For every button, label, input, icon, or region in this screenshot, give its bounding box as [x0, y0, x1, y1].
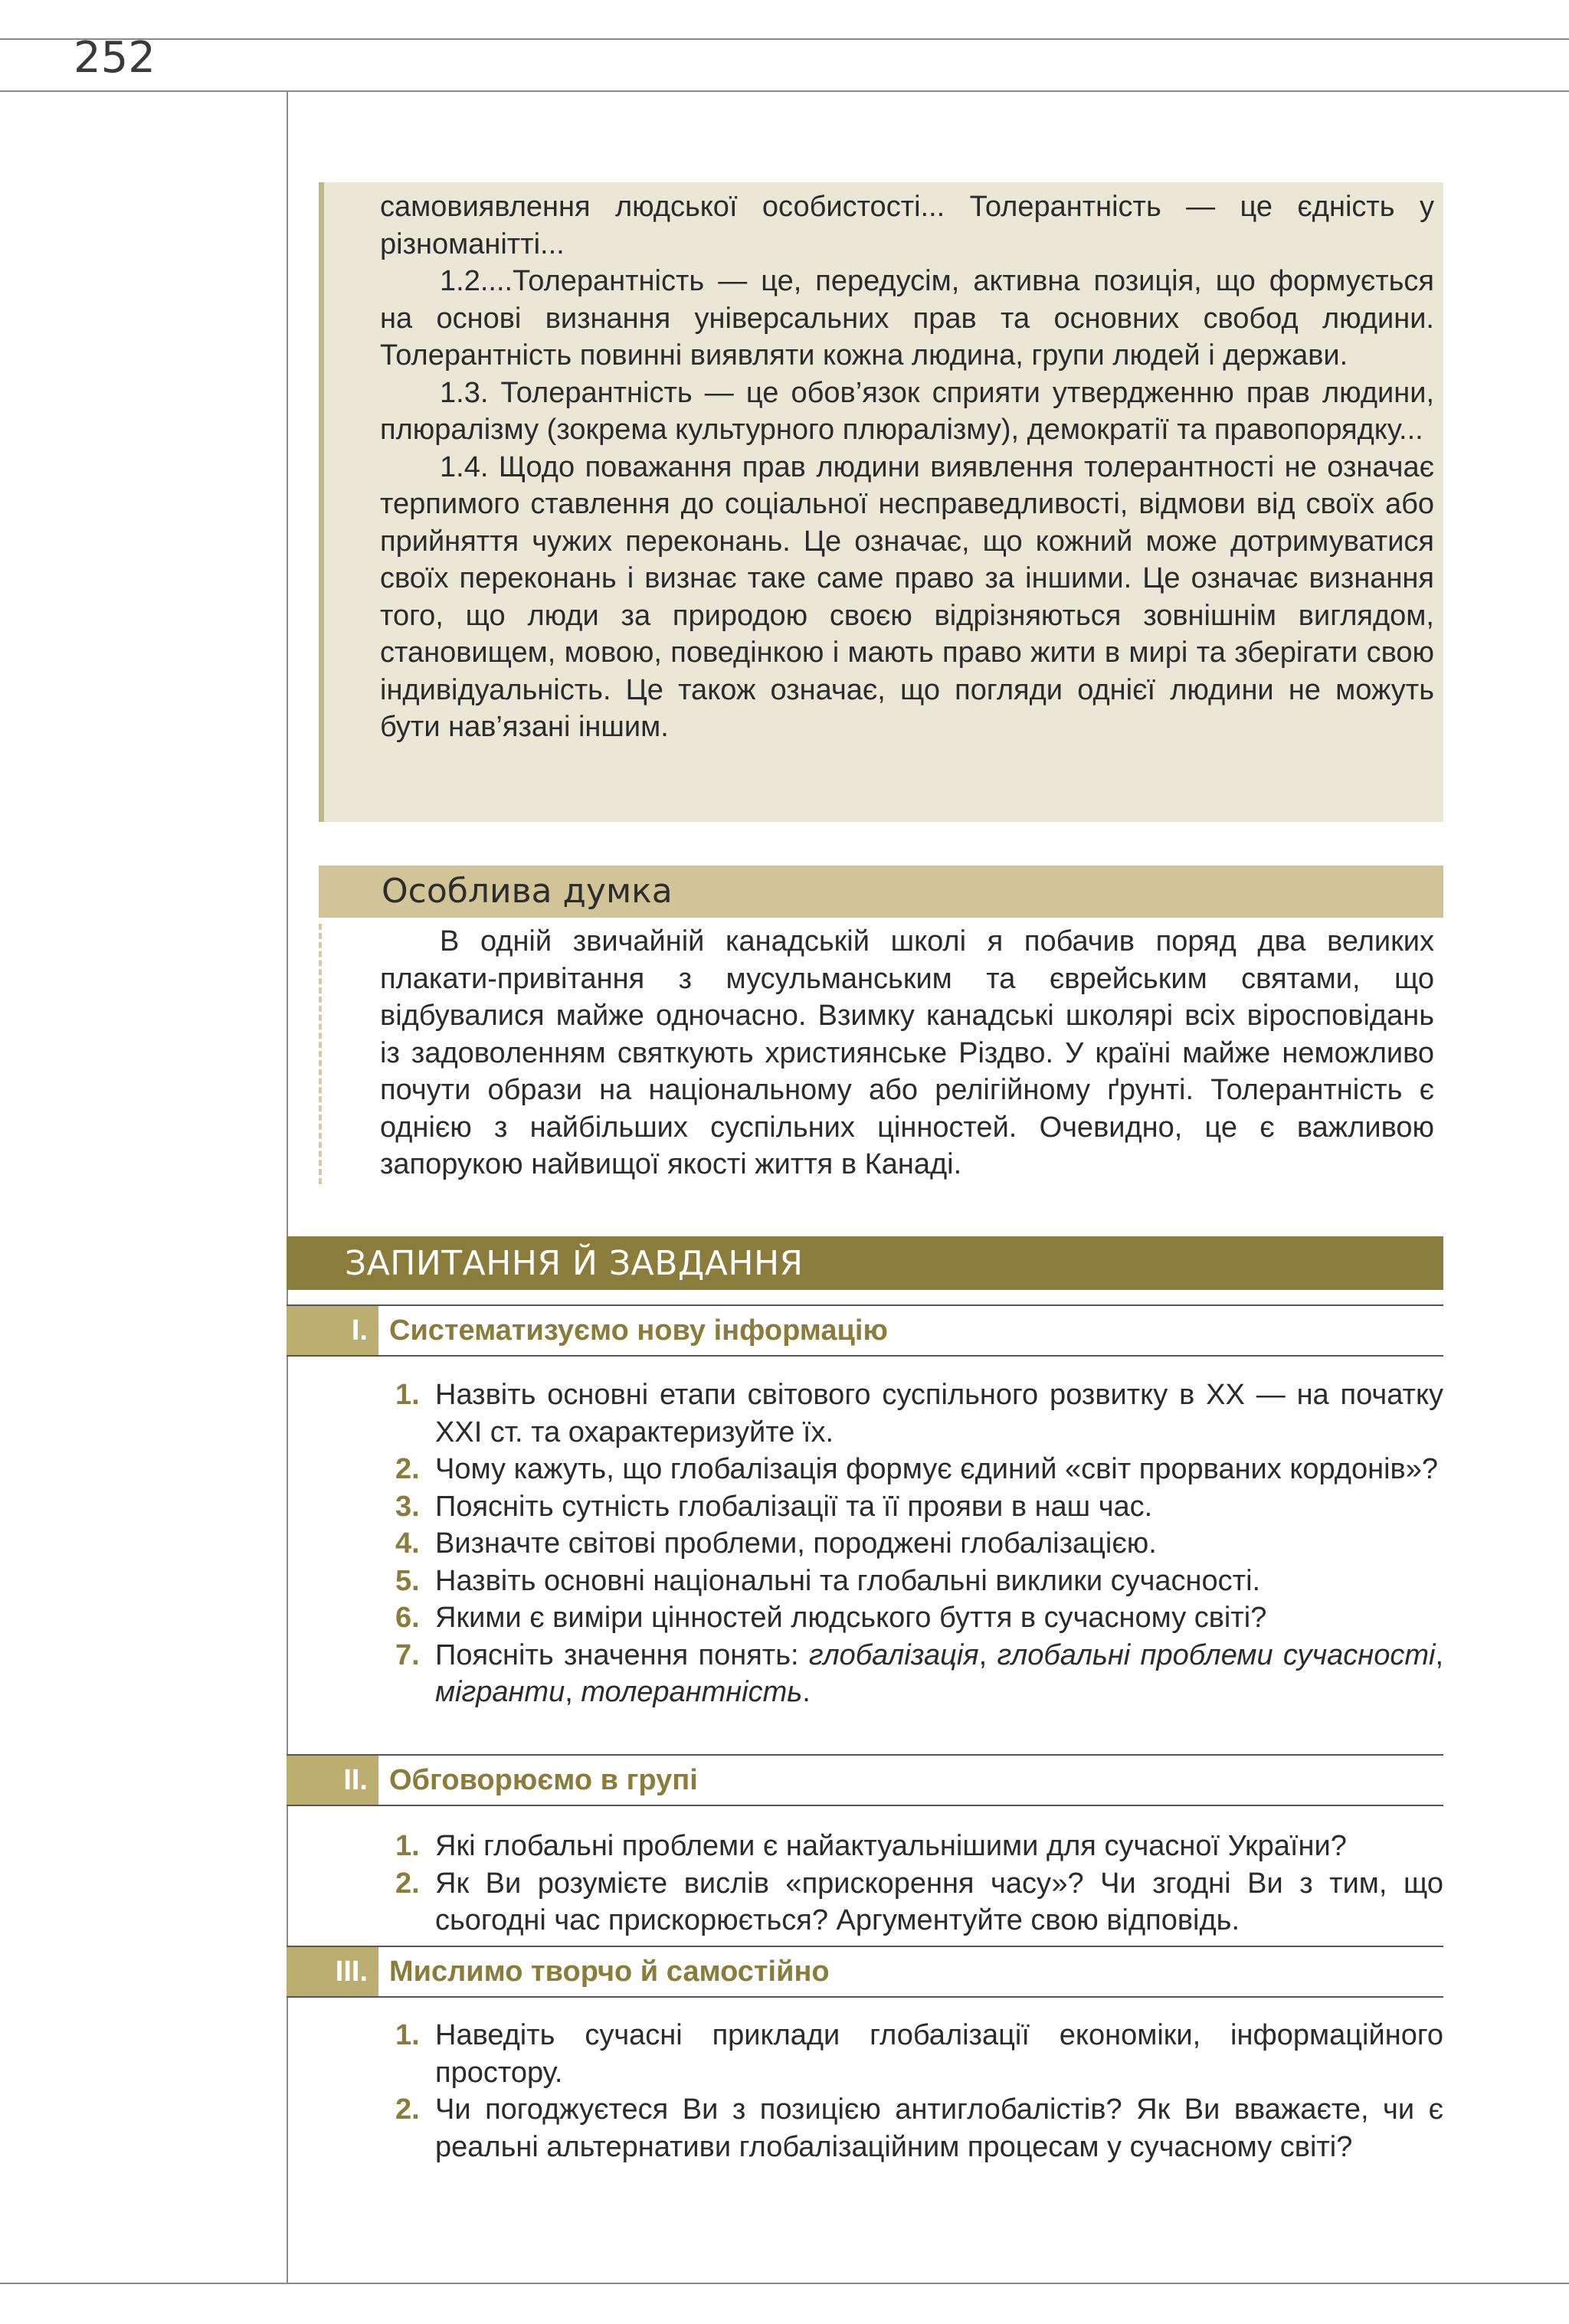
bottom-rule — [0, 2283, 1569, 2284]
section-label: III. — [287, 1947, 378, 1996]
separator: , — [978, 1638, 997, 1671]
item-text: Чому кажуть, що глобалізація формує єдиний «світ прорваних кордонів»? — [435, 1453, 1438, 1485]
question-list — [395, 1828, 1443, 1939]
list-item — [395, 1451, 1443, 1488]
quote-paragraph: 1.3. Толерантність — це обов’язок сприяти утвердженню прав людини, плюралізму (зокрема культурного плюралізму), демократії та правопорядку... — [380, 376, 1434, 446]
term: мігранти — [435, 1676, 565, 1708]
quote-paragraph: 1.4. Щодо поважання прав людини виявлення толерантності не означає терпимого ставлення до соціальної несправедливості, відмови від своїх або прийняття чужих переконань. Це означає, що кожний може дотримуватися своїх переконань і визнає таке саме право за іншими. Це означає визнання того, що люди за природою своєю відрізняються зовнішнім виглядом, становищем, мовою, поведінкою і мають право жити в мирі та зберігати свою індивідуальність. Це також означає, що погляди однієї людини не можуть бути нав’язані іншим. — [380, 450, 1434, 743]
page-number: 252 — [74, 33, 156, 83]
item-number: 7. — [395, 1638, 420, 1671]
item-text: Які глобальні проблеми є найактуальнішими для сучасної України? — [435, 1830, 1347, 1862]
term: глобальні проблеми сучасності — [997, 1638, 1436, 1671]
section-title: Обговорюємо в групі — [389, 1764, 698, 1796]
opinion-title: Особлива думка — [382, 872, 673, 911]
section-rule — [287, 1805, 1443, 1806]
list-item — [395, 1828, 1443, 1865]
quote-paragraph: 1.2....Толерантність — це, передусім, активна позиція, що формується на основі визнання універсальних прав та основних свобод людини. Толерантність повинні виявляти кожна людина, групи людей і держави. — [380, 265, 1434, 372]
item-text: Як Ви розумієте вислів «прискорення часу»? Чи згодні Ви з тим, що сьогодні час прискорюється? Аргументуйте свою відповідь. — [435, 1867, 1443, 1936]
item-text: Поясніть сутність глобалізації та її прояви в наш час. — [435, 1490, 1153, 1523]
section-title: Систематизуємо нову інформацію — [389, 1314, 888, 1347]
list-item — [395, 1865, 1443, 1939]
tasks-title: ЗАПИТАННЯ Й ЗАВДАННЯ — [345, 1244, 804, 1283]
item-number: 2. — [395, 1453, 420, 1485]
item-text: Назвіть основні етапи світового суспільного розвитку в ХХ — на початку ХХІ ст. та охарактеризуйте їх. — [435, 1379, 1443, 1448]
item-number: 1. — [395, 1379, 420, 1411]
quote-accent-bar — [319, 182, 324, 822]
term: толерантність — [581, 1676, 803, 1708]
item-number: 1. — [395, 2019, 420, 2051]
list-item — [395, 2091, 1443, 2165]
list-item — [395, 1525, 1443, 1563]
list-item — [395, 1488, 1443, 1526]
list-item — [395, 1637, 1443, 1711]
item-number: 2. — [395, 2093, 420, 2126]
item-text: Поясніть значення понять: — [435, 1638, 809, 1671]
list-item — [395, 2017, 1443, 2091]
list-item — [395, 1563, 1443, 1600]
list-item — [395, 1376, 1443, 1451]
item-number: 5. — [395, 1564, 420, 1597]
term: глобалізація — [808, 1638, 979, 1671]
item-number: 1. — [395, 1830, 420, 1862]
item-text: Визначте світові проблеми, породжені глобалізацією. — [435, 1527, 1157, 1560]
item-text: Чи погоджуєтеся Ви з позицією антиглобалістів? Як Ви вважаєте, чи є реальні альтернативи глобалізаційним процесам у сучасному світі? — [435, 2093, 1443, 2163]
opinion-dashed-line — [319, 924, 322, 1184]
question-list — [395, 1376, 1443, 1711]
question-list — [395, 2017, 1443, 2165]
header-rule — [0, 90, 1569, 92]
opinion-text — [380, 923, 1434, 1183]
separator: , — [1435, 1638, 1444, 1671]
section-label: I. — [287, 1306, 378, 1355]
section-rule — [287, 1355, 1443, 1357]
section-title: Мислимо творчо й самостійно — [389, 1956, 830, 1988]
item-text: Якими є виміри цінностей людського буття в сучасному світі? — [435, 1602, 1267, 1634]
item-number: 6. — [395, 1602, 420, 1634]
item-number: 4. — [395, 1527, 420, 1560]
item-text: Назвіть основні національні та глобальні виклики сучасності. — [435, 1564, 1261, 1597]
item-number: 3. — [395, 1490, 420, 1523]
list-item — [395, 1599, 1443, 1637]
item-number: 2. — [395, 1867, 420, 1900]
top-rule — [0, 38, 1569, 40]
separator: , — [565, 1676, 581, 1708]
terminal-period: . — [802, 1676, 811, 1708]
opinion-paragraph: В одній звичайній канадській школі я побачив поряд два великих плакати-привітання з мусульманським та єврейським святами, що відбувалися майже одночасно. Взимку канадські школярі всіх віросповідань із задоволенням святкують християнське Різдво. У країні майже неможливо почути образи на національному або релігійному ґрунті. Толерантність є однією з найбільших суспільних цінностей. Очевидно, це є важливою запорукою найвищої якості життя в Канаді. — [380, 925, 1434, 1180]
item-text: Наведіть сучасні приклади глобалізації економіки, інформаційного простору. — [435, 2019, 1443, 2089]
quote-text — [380, 188, 1434, 746]
section-rule — [287, 1996, 1443, 1998]
quote-paragraph: самовиявлення людської особистості... Толерантність — це єдність у різноманітті... — [380, 191, 1434, 260]
section-label: II. — [287, 1756, 378, 1805]
